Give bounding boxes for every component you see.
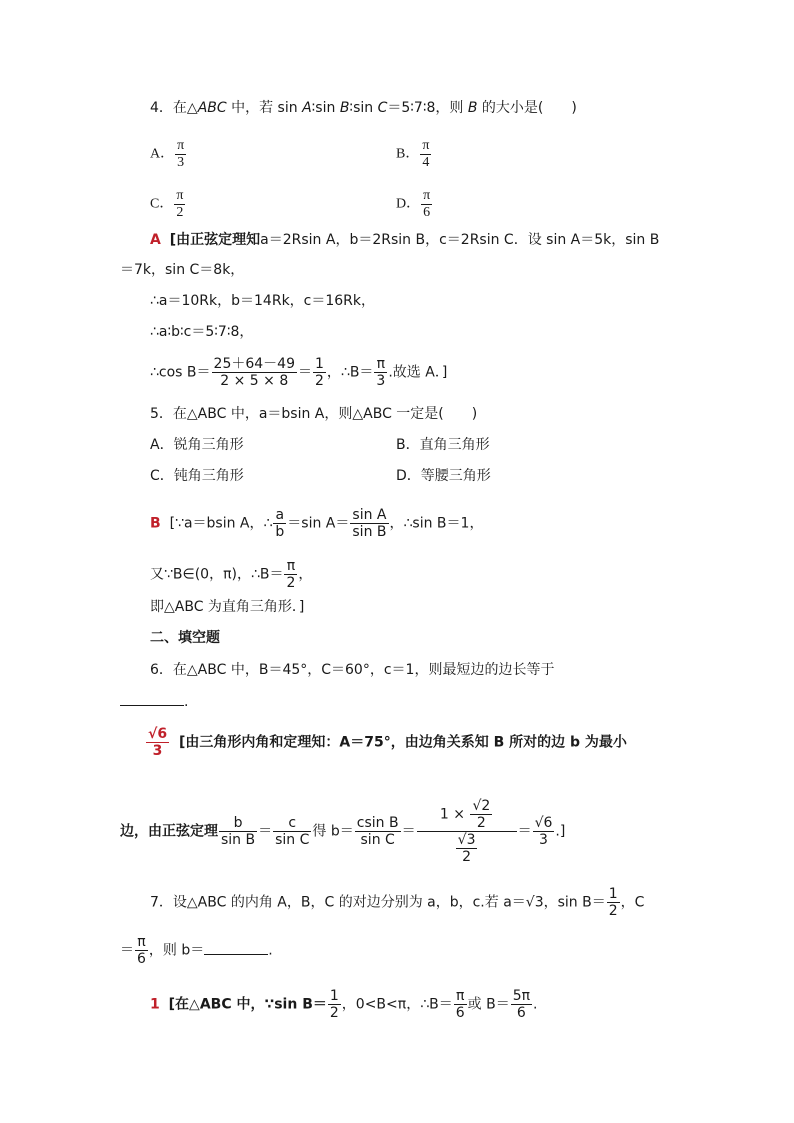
q4-option-a: A． $\frac{\pi}{3}$ (150, 138, 185, 170)
q7-explanation: 1 [在△ABC 中，∵sin B＝ $\frac{1}{2}$ ，0<B<π，∴B＝ $\frac{\pi}{6}$ 或 B＝ $\frac{5\pi}{6}$ . (150, 988, 538, 1021)
q5-explanation-line3: 即△ABC 为直角三角形．] (150, 599, 305, 615)
q4-option-c: C． $\frac{\pi}{2}$ (150, 188, 184, 220)
q4-explanation-line5: ∴cos B＝ $\frac{25+64-49}{2 \times 5 \times 8}$ ＝ $\frac{1}{2}$ ，∴B＝ $\frac{\pi}{3}$ .故选 A．] (150, 356, 448, 389)
q5-option-c: C．钝角三角形 (150, 468, 244, 484)
q4-explanation-line4: ∴a∶b∶c＝5∶7∶8， (150, 324, 254, 340)
q6-explanation-line2: 边，由正弦定理 $\frac{b}{\text{sin B}}$ ＝ $\frac{c}{\text{sin C}}$ 得 b＝ $\frac{\text{csin B}}{\text{sin C}}$ ＝ 1 × $\frac{√2}{2}$ $\frac{√3}{2}$ ＝ $\frac{√6}{3}$ .] (120, 798, 566, 865)
q4-option-b: B． $\frac{\pi}{4}$ (396, 138, 430, 170)
q6-answer-blank (120, 693, 184, 706)
q4-stem: 4．在△ABC 中，若 sin A∶sin B∶sin C＝5∶7∶8，则 B 的大小是( ) (150, 100, 577, 116)
q5-option-a: A．锐角三角形 (150, 437, 244, 453)
q5-answer: B (150, 515, 161, 532)
q6-stem: 6．在△ABC 中，B＝45°，C＝60°，c＝1，则最短边的边长等于 (150, 662, 555, 678)
q5-stem: 5．在△ABC 中，a＝bsin A，则△ABC 一定是( ) (150, 406, 478, 422)
q4-option-d: D． $\frac{\pi}{6}$ (396, 188, 431, 220)
q7-answer-blank (204, 942, 268, 955)
q4-explanation-line2: ＝7k，sin C＝8k， (120, 262, 245, 278)
q5-explanation-line1: B [∵a＝bsin A，∴ $\frac{a}{b}$ ＝sin A＝ $\frac{\text{sin A}}{\text{sin B}}$ ，∴sin B＝1， (150, 507, 484, 540)
q4-explanation-line1: A [由正弦定理知a＝2Rsin A，b＝2Rsin B，c＝2Rsin C．设 sin A＝5k，sin B (150, 232, 660, 248)
q6-explanation-line1: $\frac{√6}{3}$ [由三角形内角和定理知：A＝75°，由边角关系知 B 所对的边 b 为最小 (148, 726, 627, 759)
q7-stem-line1: 7．设△ABC 的内角 A，B，C 的对边分别为 a，b，c.若 a＝√3，sin B＝ $\frac{1}{2}$ ，C (150, 886, 645, 919)
q5-option-b: B．直角三角形 (396, 437, 490, 453)
q7-stem-line2: ＝ $\frac{\pi}{6}$ ，则 b＝ . (120, 934, 273, 967)
q6-blank-line: . (120, 692, 188, 712)
q4-answer: A (150, 232, 161, 248)
q4-explanation-line3: ∴a＝10Rk，b＝14Rk，c＝16Rk， (150, 293, 376, 309)
q5-option-d: D．等腰三角形 (396, 468, 491, 484)
section-heading: 二、填空题 (150, 630, 220, 646)
q7-answer: 1 (150, 996, 160, 1013)
q5-explanation-line2: 又∵B∈(0，π)，∴B＝ $\frac{\pi}{2}$ ， (150, 558, 313, 591)
